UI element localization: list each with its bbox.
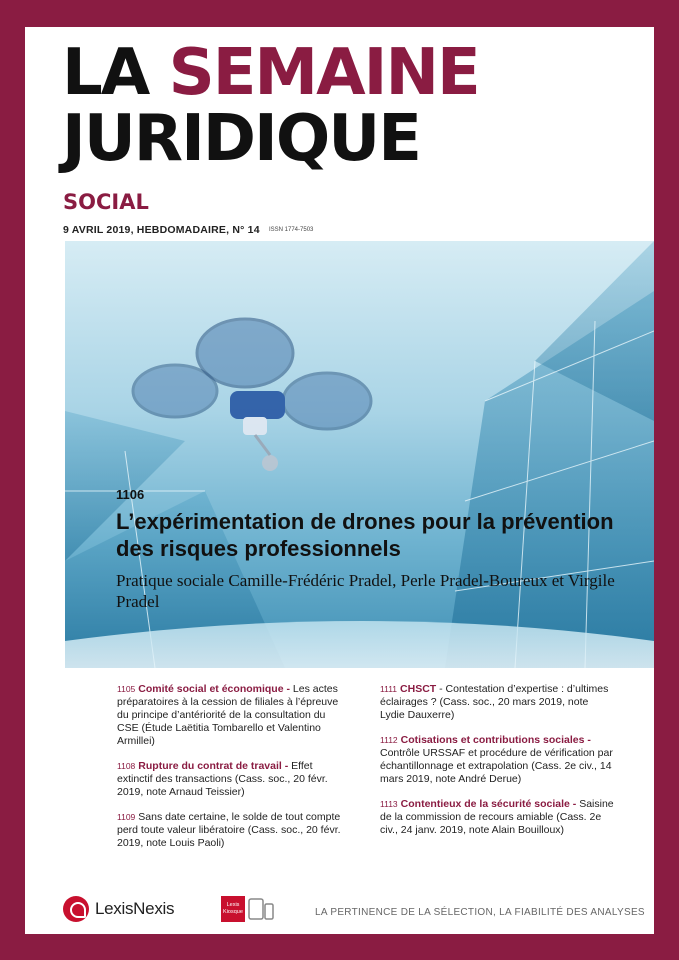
toc-item[interactable]	[117, 760, 347, 799]
article-authors: Pratique sociale Camille-Frédéric Pradel, Perle Pradel-Boureux et Virgile Pradel	[116, 571, 615, 611]
issue-line: 9 AVRIL 2019, HEBDOMADAIRE, N° 14	[63, 224, 260, 236]
lexis-kiosque-badge	[221, 896, 245, 922]
toc-number: 1105	[117, 684, 136, 694]
toc-item[interactable]	[380, 734, 615, 786]
toc-item[interactable]	[380, 798, 615, 837]
kiosque-line-2: Kiosque	[223, 909, 243, 915]
toc-left-column	[117, 683, 347, 862]
toc-item[interactable]	[117, 683, 347, 748]
masthead	[62, 36, 479, 176]
toc-text: Saisine de la commission de recours amiable (Cass. 2e civ., 24 janv. 2019, note Alain Bouilloux)	[380, 798, 614, 836]
toc-number: 1109	[117, 812, 136, 822]
toc-item[interactable]	[117, 811, 347, 850]
toc-heading: CHSCT	[400, 683, 437, 695]
title-semaine: SEMAINE	[168, 36, 479, 110]
toc-text: - Contestation d’expertise : d’ultimes éclairages ? (Cass. soc., 20 mars 2019, note Lydie Dauxerre)	[380, 683, 609, 721]
toc-text: Effet extinctif des transactions (Cass. soc., 20 févr. 2019, note Arnaud Teissier)	[117, 760, 328, 798]
toc-right-column	[380, 683, 615, 849]
section-label: SOCIAL	[63, 190, 149, 214]
toc-heading: Contentieux de la sécurité sociale -	[400, 798, 577, 810]
title-la: LA	[62, 36, 169, 110]
toc-text: Contrôle URSSAF et procédure de vérification par échantillonnage et extrapolation (Cass. 2e civ., 14 mars 2019, note André Derue)	[380, 747, 613, 785]
brand-name: LexisNexis	[95, 899, 175, 918]
toc-heading: Cotisations et contributions sociales -	[400, 734, 591, 746]
lexisnexis-icon	[63, 896, 89, 922]
article-title: L’expérimentation de drones pour la prévention des risques professionnels	[116, 509, 614, 561]
issn: ISSN 1774-7503	[269, 227, 314, 233]
lexisnexis-logo	[63, 896, 174, 922]
hero-image	[65, 241, 654, 668]
title-line-1	[62, 36, 479, 110]
tagline: LA PERTINENCE DE LA SÉLECTION, LA FIABILITÉ DES ANALYSES	[315, 907, 645, 918]
toc-item[interactable]	[380, 683, 615, 722]
title-line-2: JURIDIQUE	[62, 102, 420, 176]
hero-text	[116, 487, 636, 612]
toc-heading: Rupture du contrat de travail -	[138, 760, 289, 772]
article-number: 1106	[116, 487, 145, 502]
toc-heading: Comité social et économique -	[138, 683, 290, 695]
toc-text: Sans date certaine, le solde de tout compte perd toute valeur libératoire (Cass. soc., 20 févr. 2019, note Louis Paoli)	[117, 811, 341, 849]
kiosque-line-1: Lexis	[226, 902, 240, 908]
toc-number: 1112	[380, 735, 398, 745]
toc-number: 1113	[380, 799, 398, 809]
toc-number: 1108	[117, 761, 136, 771]
toc-number: 1111	[380, 684, 398, 694]
toc-text: Les actes préparatoires à la cession de filiales à l’épreuve du principe d’antériorité de la consultation du CSE (Étude Laëtitia Tombarello et Valentino Armillei)	[117, 683, 339, 747]
devices-icon	[248, 896, 274, 922]
